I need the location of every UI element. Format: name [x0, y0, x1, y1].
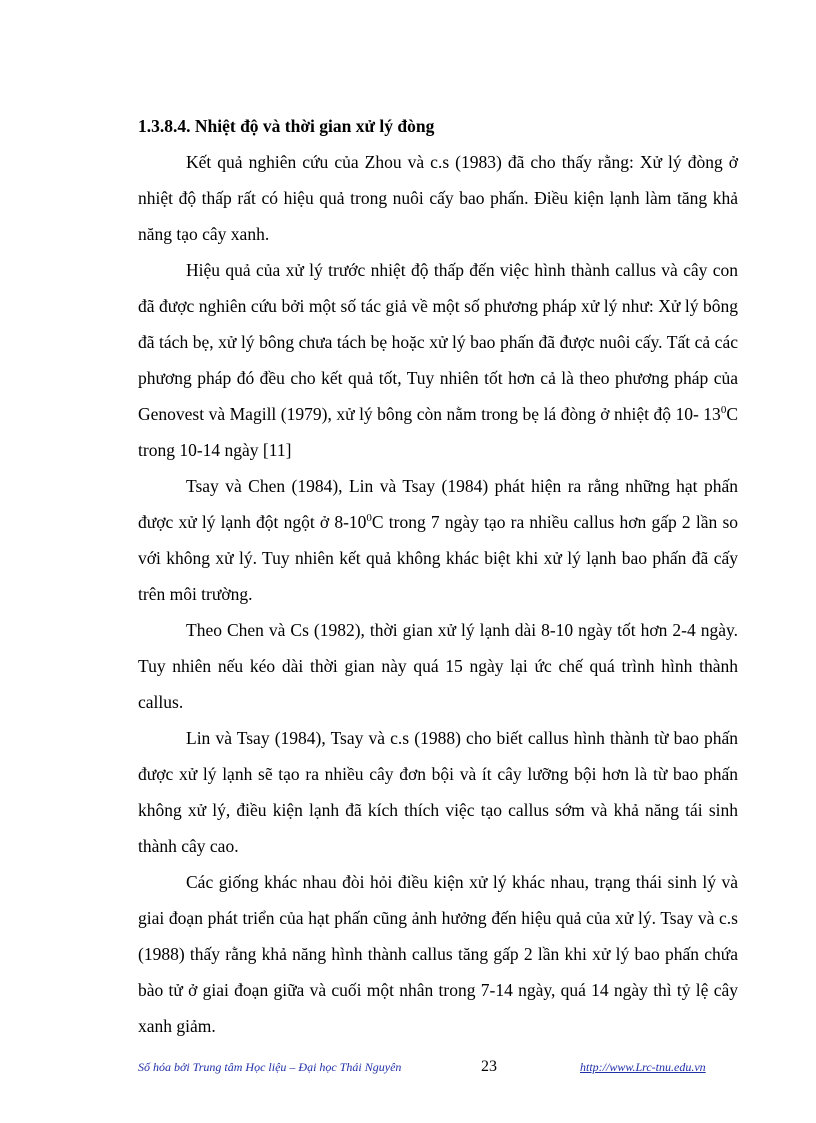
- page-content: [138, 108, 738, 1044]
- footer-source-text: Số hóa bởi Trung tâm Học liệu – Đại học Thái Nguyên: [138, 1060, 402, 1074]
- paragraph-3-text: Tsay và Chen (1984), Lin và Tsay (1984) phát hiện ra rằng những hạt phấn được xử lý lạnh đột ngột ở 8-10: [138, 476, 738, 532]
- paragraph-5: [138, 720, 738, 864]
- paragraph-4-text: Theo Chen và Cs (1982), thời gian xử lý lạnh dài 8-10 ngày tốt hơn 2-4 ngày. Tuy nhiên nếu kéo dài thời gian này quá 15 ngày lại ức chế quá trình hình thành callus.: [138, 620, 738, 712]
- page-footer: [138, 1058, 738, 1078]
- paragraph-6-text: Các giống khác nhau đòi hỏi điều kiện xử lý khác nhau, trạng thái sinh lý và giai đoạn phát triển của hạt phấn cũng ảnh hưởng đến hiệu quả của xử lý. Tsay và c.s (1988) thấy rằng khả năng hình thành callus tăng gấp 2 lần khi xử lý bao phấn chứa bào tử ở giai đoạn giữa và cuối một nhân trong 7-14 ngày, quá 14 ngày thì tỷ lệ cây xanh giảm.: [138, 872, 738, 1036]
- degree-superscript: 0: [720, 404, 727, 417]
- paragraph-3-text-after: C trong 7 ngày tạo ra nhiều callus hơn gấp 2 lần so với không xử lý. Tuy nhiên kết quả không khác biệt khi xử lý lạnh bao phấn đã cấy trên môi trường.: [138, 512, 738, 604]
- paragraph-1-text: Kết quả nghiên cứu của Zhou và c.s (1983) đã cho thấy rằng: Xử lý đòng ở nhiệt độ thấp rất có hiệu quả trong nuôi cấy bao phấn. Điều kiện lạnh làm tăng khả năng tạo cây xanh.: [138, 152, 738, 244]
- paragraph-3: [138, 468, 738, 612]
- paragraph-4: [138, 612, 738, 720]
- paragraph-1: [138, 144, 738, 252]
- footer-website-link[interactable]: http://www.Lrc-tnu.edu.vn: [580, 1060, 706, 1074]
- degree-superscript: 0: [366, 512, 372, 525]
- paragraph-2-text-after: C trong 10-14 ngày [11]: [138, 404, 738, 460]
- page-number: 23: [481, 1058, 497, 1075]
- section-heading: 1.3.8.4. Nhiệt độ và thời gian xử lý đòng: [138, 116, 435, 136]
- paragraph-5-text: Lin và Tsay (1984), Tsay và c.s (1988) cho biết callus hình thành từ bao phấn được xử lý lạnh sẽ tạo ra nhiều cây đơn bội và ít cây lưỡng bội hơn là từ bao phấn không xử lý, điều kiện lạnh đã kích thích việc tạo callus sớm và khả năng tái sinh thành cây cao.: [138, 728, 738, 856]
- paragraph-2-text: Hiệu quả của xử lý trước nhiệt độ thấp đến việc hình thành callus và cây con đã được nghiên cứu bởi một số tác giả về một số phương pháp xử lý như: Xử lý bông đã tách bẹ, xử lý bông chưa tách bẹ hoặc xử lý bao phấn đã được nuôi cấy. Tất cả các phương pháp đó đều cho kết quả tốt, Tuy nhiên tốt hơn cả là theo phương pháp của Genovest và Magill (1979), xử lý bông còn nằm trong bẹ lá đòng ở nhiệt độ 10- 13: [138, 260, 738, 424]
- paragraph-2: [138, 252, 738, 468]
- paragraph-6: [138, 864, 738, 1044]
